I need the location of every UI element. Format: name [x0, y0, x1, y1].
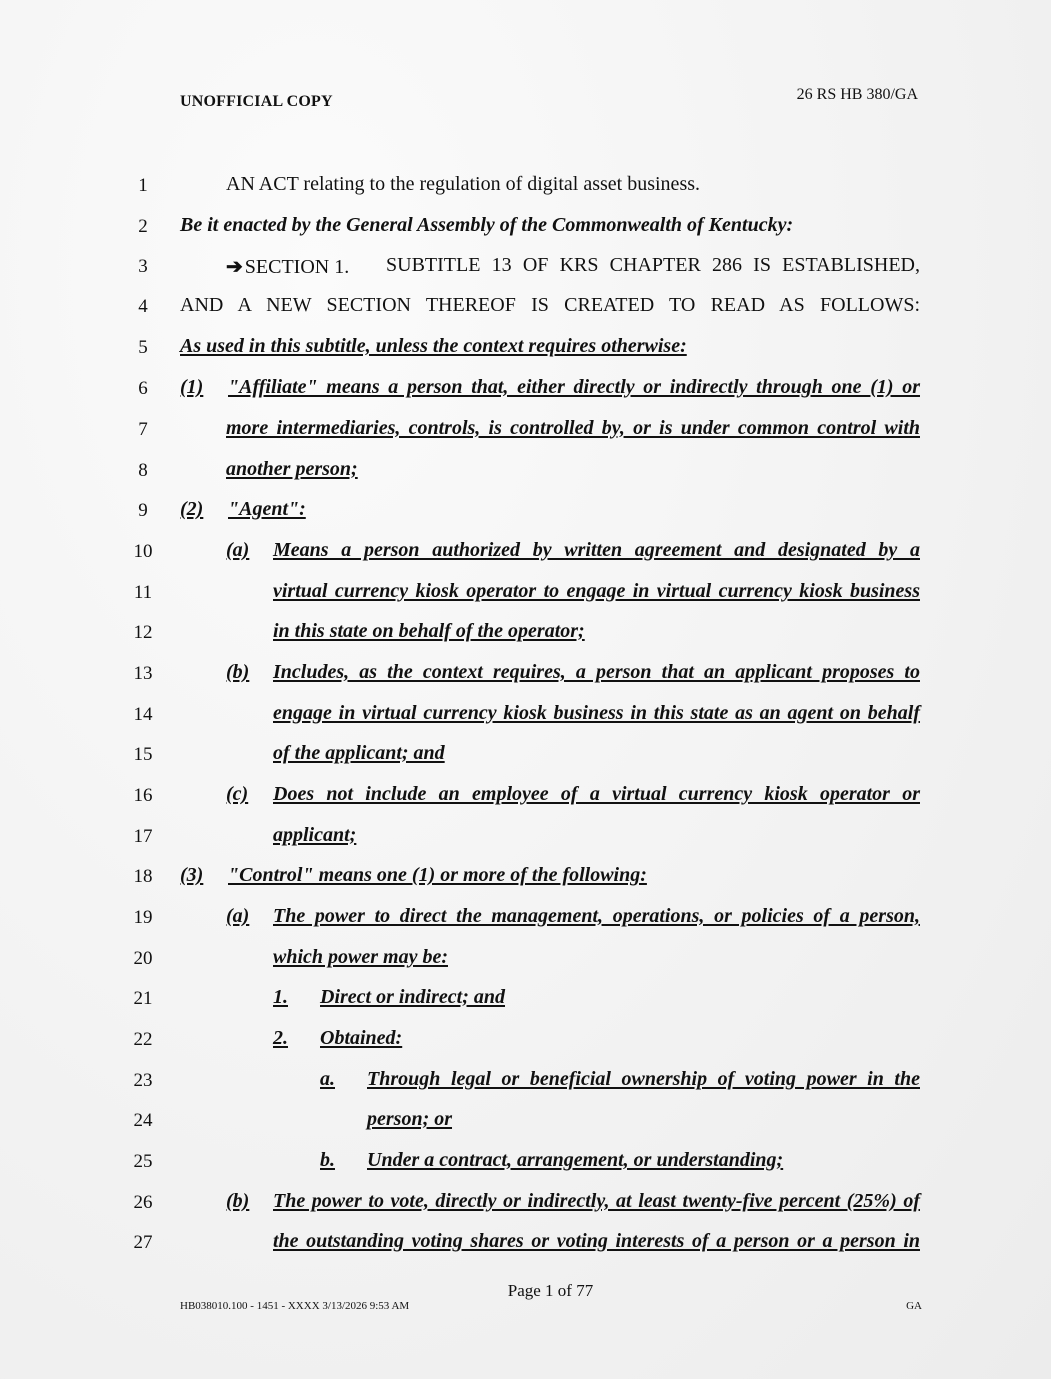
- page-number: Page 1 of 77: [507, 1281, 594, 1300]
- line-number: 13: [133, 663, 153, 684]
- line-number: 1: [138, 175, 148, 196]
- line-number: 16: [133, 785, 153, 806]
- definition-text: person; or: [367, 1108, 453, 1130]
- definition-text: Means a person authorized by written agreement and designated by a: [273, 539, 920, 561]
- definition-text: "Control" means one (1) or more of the following:: [228, 864, 647, 886]
- bill-line: [0, 1019, 1051, 1059]
- line-number: 27: [133, 1232, 153, 1253]
- bill-line: [0, 816, 1051, 856]
- line-number: 19: [133, 907, 153, 928]
- bill-line: [0, 246, 1051, 286]
- bill-line: [0, 1141, 1051, 1181]
- line-number: 2: [138, 216, 148, 237]
- item-label: (a): [226, 539, 250, 561]
- bill-line: [0, 572, 1051, 612]
- section-arrow-icon: ➔: [226, 256, 243, 278]
- line-number: 25: [133, 1151, 153, 1172]
- item-label: (2): [180, 498, 204, 520]
- section-heading: SUBTITLE 13 OF KRS CHAPTER 286 IS ESTABLISHED,: [386, 254, 920, 276]
- bill-line: [0, 938, 1051, 978]
- bill-line: [0, 286, 1051, 326]
- line-number: 4: [138, 296, 148, 317]
- definition-text: of the applicant; and: [273, 742, 445, 764]
- bill-line: [0, 856, 1051, 896]
- definition-text: "Affiliate" means a person that, either directly or indirectly through one (1) or: [228, 376, 920, 398]
- line-number: 21: [133, 988, 153, 1009]
- act-title: AN ACT relating to the regulation of digital asset business.: [226, 173, 701, 195]
- line-number: 14: [133, 704, 153, 725]
- line-number: 26: [133, 1192, 153, 1213]
- definition-text: Under a contract, arrangement, or understanding;: [367, 1149, 784, 1171]
- line-number: 9: [138, 500, 148, 521]
- footer-document-id: HB038010.100 - 1451 - XXXX 3/13/2026 9:53 AM: [180, 1300, 410, 1312]
- item-label: 2.: [273, 1027, 288, 1049]
- definition-text: Direct or indirect; and: [320, 986, 505, 1008]
- definition-text: The power to vote, directly or indirectly, at least twenty-five percent (25%) of: [273, 1190, 920, 1212]
- definition-text: in this state on behalf of the operator;: [273, 620, 585, 642]
- bill-line: [0, 327, 1051, 367]
- footer-code: GA: [906, 1300, 922, 1312]
- definition-text: "Agent":: [228, 498, 306, 520]
- bill-line: [0, 490, 1051, 530]
- item-label: (b): [226, 1190, 250, 1212]
- line-number: 8: [138, 460, 148, 481]
- bill-line: [0, 531, 1051, 571]
- line-number: 17: [133, 826, 153, 847]
- line-number: 3: [138, 256, 148, 277]
- line-number: 22: [133, 1029, 153, 1050]
- definition-text: another person;: [226, 458, 358, 480]
- definition-text: more intermediaries, controls, is controlled by, or is under common control with: [226, 417, 920, 439]
- definition-text: the outstanding voting shares or voting interests of a person or a person in: [273, 1230, 920, 1252]
- definition-text: The power to direct the management, operations, or policies of a person,: [273, 905, 920, 927]
- definition-text: Includes, as the context requires, a person that an applicant proposes to: [273, 661, 920, 683]
- bill-line: [0, 165, 1051, 205]
- line-number: 20: [133, 948, 153, 969]
- bill-line: [0, 1060, 1051, 1100]
- line-number: 12: [133, 622, 153, 643]
- bill-line: [0, 1100, 1051, 1140]
- line-number: 23: [133, 1070, 153, 1091]
- bill-line: [0, 734, 1051, 774]
- item-label: (c): [226, 783, 249, 805]
- definition-text: engage in virtual currency kiosk business in this state as an agent on behalf: [273, 702, 920, 724]
- line-number: 11: [133, 582, 153, 603]
- enacting-clause: Be it enacted by the General Assembly of the Commonwealth of Kentucky:: [180, 214, 794, 236]
- bill-line: [0, 1182, 1051, 1222]
- bill-line: [0, 775, 1051, 815]
- definition-text: Through legal or beneficial ownership of voting power in the: [367, 1068, 920, 1090]
- item-label: b.: [320, 1149, 335, 1171]
- item-label: a.: [320, 1068, 335, 1090]
- bill-line: [0, 653, 1051, 693]
- line-number: 10: [133, 541, 153, 562]
- header-unofficial-copy: UNOFFICIAL COPY: [180, 93, 333, 110]
- item-label: (b): [226, 661, 250, 683]
- bill-line: [0, 897, 1051, 937]
- bill-line: [0, 1222, 1051, 1262]
- line-number: 6: [138, 378, 148, 399]
- line-number: 7: [138, 419, 148, 440]
- bill-line: [0, 409, 1051, 449]
- definition-text: which power may be:: [273, 946, 448, 968]
- line-number: 5: [138, 337, 148, 358]
- section-label: SECTION 1.: [244, 256, 350, 278]
- section-heading-cont: AND A NEW SECTION THEREOF IS CREATED TO READ AS FOLLOWS:: [180, 294, 920, 316]
- bill-line: [0, 206, 1051, 246]
- bill-line: [0, 612, 1051, 652]
- line-number: 15: [133, 744, 153, 765]
- item-label: (1): [180, 376, 204, 398]
- bill-line: [0, 368, 1051, 408]
- definitions-intro: As used in this subtitle, unless the context requires otherwise:: [180, 335, 687, 357]
- item-label: 1.: [273, 986, 288, 1008]
- bill-line: [0, 694, 1051, 734]
- definition-text: Does not include an employee of a virtual currency kiosk operator or: [273, 783, 920, 805]
- bill-line: [0, 450, 1051, 490]
- definition-text: Obtained:: [320, 1027, 403, 1049]
- bill-line: [0, 978, 1051, 1018]
- line-number: 24: [133, 1110, 153, 1131]
- definition-text: virtual currency kiosk operator to engage in virtual currency kiosk business: [273, 580, 920, 602]
- header-bill-id: 26 RS HB 380/GA: [796, 86, 918, 103]
- line-number: 18: [133, 866, 153, 887]
- definition-text: applicant;: [273, 824, 357, 846]
- item-label: (a): [226, 905, 250, 927]
- item-label: (3): [180, 864, 204, 886]
